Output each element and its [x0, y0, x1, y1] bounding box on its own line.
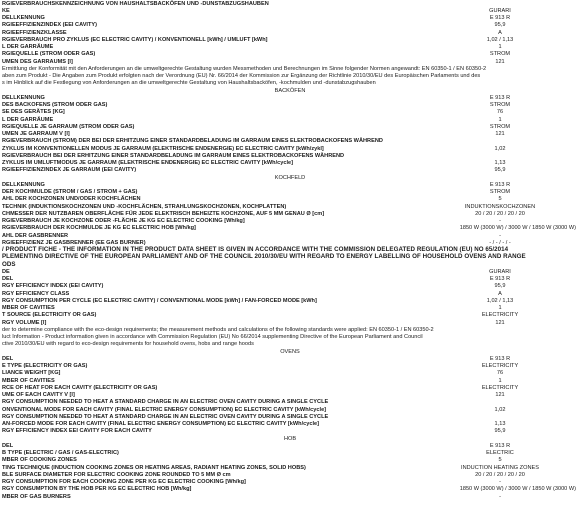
row-value: 95,9 [494, 283, 506, 290]
row-value: E 913 R [489, 15, 511, 22]
row-label: ZYKLUS IM UMLUFTMODUS JE GARRAUM (ELEKTRISCHE ENDENERGIE) EC ELECTRIC CAVITY [kWh/cycle] [2, 160, 293, 167]
row-value: ELECTRICITY [481, 363, 519, 370]
row-label: RGIEEFFIZIENZINDEX (EEI CAVITY) [2, 22, 97, 29]
row-label: ONVENTIONAL MODE FOR EACH CAVITY (FINAL ELECTRIC ENERGY CONSUMPTION) EC ELECTRIC CAVITY [kWh/cycle] [2, 406, 327, 413]
row-label: T SOURCE (ELECTRICITY OR GAS) [2, 312, 97, 319]
row-value: 121 [495, 131, 505, 138]
row-value: 121 [495, 392, 505, 399]
row-label: RGIEQUELLE (STROM ODER GAS) [2, 51, 96, 58]
row-label: AN-FORCED MODE FOR EACH CAVITY (FINAL ELECTRIC ENERGY CONSUMPTION) EC ELECTRIC CAVITY [kWh/cycle] [2, 421, 319, 428]
row-label: DEL [2, 442, 14, 449]
row-value: 1,02 [494, 406, 506, 413]
row-value: E 913 R [489, 276, 511, 283]
row-label: BLE SURFACE DIAMETER FOR ELECTRIC COOKING ZONE ROUNDED TO 5 MM Ø cm [2, 471, 231, 478]
row-label: HOB [283, 435, 297, 442]
row-label: DEL [2, 276, 14, 283]
row-label: BACKÖFEN [274, 87, 306, 94]
row-value: 1,02 / 1,13 [486, 36, 514, 43]
row-label: RGY CONSUMPTION NEEDED TO HEAT A STANDARD CHARGE IN AN ELECTRIC OVEN CAVITY DURING A SINGLE CYCLE [2, 399, 329, 406]
row-label: MBER OF COOKING ZONES [2, 457, 77, 464]
row-value: STROM [489, 189, 511, 196]
row-label: OVENS [280, 348, 300, 355]
row-value: 20 / 20 / 20 / 20 / 20 [475, 471, 525, 478]
row-value: 95,9 [494, 167, 506, 174]
row-label: der to determine compliance with the eco-design requirements; the measurement methods and calculations of the following standards were applied: EN 60350-1 / EN 60350-2 [2, 326, 434, 333]
row-value: A [498, 29, 502, 36]
row-label: UME OF EACH CAVITY V [l] [2, 392, 75, 399]
row-label: DELLKENNUNG [2, 15, 45, 22]
row-value: 1,02 / 1,13 [486, 297, 514, 304]
row-label: RGIEVERBRAUCH PRO ZYKLUS (EC ELECTRIC CAVITY) / KONVENTIONELL [kWh] / UMLUFT [kWh] [2, 36, 268, 43]
row-label: ZYKLUS IM KONVENTIONELLEN MODUS JE GARRAUM (ELEKTRISCHE ENDENERGIE) EC ELECTRIC CAVITY [kWh/zykl] [2, 145, 324, 152]
row-label: RGY CONSUMPTION BY THE HOB PER KG EC ELECTRIC HOB [Wh/kg] [2, 486, 192, 493]
row-label: s im Hinblick auf die Festlegung von Anforderungen an die umweltgerechte Gestaltung von Haushaltsbacköfen, -kochmulden und -dunstabzugshauben [2, 80, 376, 87]
row-value: 1850 W (3000 W) / 3000 W / 1850 W (3000 W) [459, 225, 576, 232]
row-label: luct Information - Product information given in accordance with Commission Regulation (EU) No 66/2014 supplementing Directive of the European Parliament and Council [2, 334, 423, 341]
row-value: 20 / 20 / 20 / 20 / 20 [475, 210, 525, 217]
row-label: RGY EFFICIENCY INDEX (EEI CAVITY) [2, 283, 104, 290]
row-value: 95,9 [494, 22, 506, 29]
row-value: STROM [489, 123, 511, 130]
row-value: E 913 R [489, 355, 511, 362]
row-value: - [499, 232, 501, 239]
row-value: 76 [496, 109, 504, 116]
row-label: aben zum Produkt - Die Angaben zum Produkt erfolgten nach der Verordnung (EU) Nr. 66/2014 der Kommission zur Ergänzung der Richtlinie 2010/30/EU des Europäischen Parlaments und des [2, 73, 481, 80]
row-label: RGIEEFFIZIENZINDEX JE GARRAUM (EEI CAVITY) [2, 167, 137, 174]
row-label: LIANCE WEIGHT [KG] [2, 370, 61, 377]
row-value: 1 [498, 116, 502, 123]
row-label: RCE OF HEAT FOR EACH CAVITY (ELECTRICITY OR GAS) [2, 384, 158, 391]
row-label: MBER OF CAVITIES [2, 377, 55, 384]
row-label: Ermittlung der Konformität mit den Anforderungen an die umweltgerechte Gestaltung wurden Messmethoden und Berechnungen im Sinne folgender Normen angewandt: EN 60350-1 / EN 60350-2 [2, 65, 487, 72]
row-value: 121 [495, 58, 505, 65]
row-label: KOCHFELD [274, 174, 306, 181]
row-value: GURARI [489, 7, 511, 14]
row-value: 1850 W (3000 W) / 3000 W / 1850 W (3000 W) [459, 486, 576, 493]
row-label: UMEN DES GARRAUMS [l] [2, 58, 73, 65]
row-label: RGIEVERBRAUCH DER KOCHMULDE JE KG EC ELECTRIC HOB [Wh/kg] [2, 225, 196, 232]
row-label: AHL DER GASBRENNER [2, 232, 69, 239]
row-label: RGIEVERBRAUCHSKENNZEICHNUNG VON HAUSHALTSBACKÖFEN UND -DUNSTABZUGSHAUBEN [2, 0, 269, 7]
row-label: DEL [2, 355, 14, 362]
row-label: DES BACKOFENS (STROM ODER GAS) [2, 102, 108, 109]
row-label: UMEN JE GARRAUM V [l] [2, 131, 70, 138]
row-label: TING TECHNIQUE (INDUCTION COOKING ZONES OR HEATING AREAS, RADIANT HEATING ZONES, SOLID HOBS) [2, 464, 306, 471]
row-label: E TYPE (ELECTRICITY OR GAS) [2, 363, 88, 370]
row-value: - / - / - / - [489, 239, 511, 246]
row-label: L DER GARRÄUME [2, 116, 54, 123]
row-value: 76 [496, 370, 504, 377]
row-value: - [499, 493, 501, 500]
row-label: RGY CONSUMPTION PER CYCLE (EC ELECTRIC CAVITY) / CONVENTIONAL MODE [kWh] / FAN-FORCED MODE [kWh] [2, 297, 317, 304]
row-label: RGY EFFICIENCY CLASS [2, 290, 70, 297]
row-value: 1 [498, 377, 502, 384]
row-label: CHMESSER DER NUTZBAREN OBERFLÄCHE FÜR JEDE ELEKTRISCH BEHEIZTE KOCHZONE, AUF 5 MM GENAU Ø [cm] [2, 210, 325, 217]
row-value: ELECTRICITY [481, 384, 519, 391]
row-label: MBER OF GAS BURNERS [2, 493, 71, 500]
row-label: KE [2, 7, 10, 14]
row-label: RGY CONSUMPTION FOR EACH COOKING ZONE PER KG EC ELECTRIC COOKING [Wh/kg] [2, 479, 246, 486]
row-value: E 913 R [489, 94, 511, 101]
row-value: 1,13 [494, 160, 506, 167]
row-value: 1,13 [494, 421, 506, 428]
row-label: RGIEVERBRAUCH JE KOCHZONE ODER -FLÄCHE JE KG EC ELECTRIC COOKING [Wh/kg] [2, 218, 245, 225]
row-label: RGIEEFFIZIENZ JE GASBRENNER (EE GAS BURNER) [2, 239, 146, 246]
row-label: RGIEQUELLE JE GARRAUM (STROM ODER GAS) [2, 123, 135, 130]
row-label: DER KOCHMULDE (STROM / GAS / STROM + GAS) [2, 189, 138, 196]
data-row [0, 492, 580, 502]
row-label: RGY CONSUMPTION NEEDED TO HEAT A STANDARD CHARGE IN AN ELECTRIC OVEN CAVITY DURING A SINGLE CYCLE [2, 413, 329, 420]
row-label: RGY VOLUME [l] [2, 319, 47, 326]
row-value: 121 [495, 319, 505, 326]
row-label: ODS [2, 260, 16, 268]
row-label: DELLKENNUNG [2, 181, 45, 188]
row-value: INDUCTION HEATING ZONES [461, 464, 539, 471]
row-label: TECHNIK (INDUKTIONSKOCHZONEN UND -KOCHFLÄCHEN, STRAHLUNGSKOCHZONEN, KOCHPLATTEN) [2, 203, 287, 210]
row-value: INDUKTIONSKOCHZONEN [464, 203, 536, 210]
row-value: 1 [498, 44, 502, 51]
row-value: GURARI [489, 268, 511, 275]
row-label: ctive 2010/30/EU with regard to eco-design requirements for household ovens, hobs and range hoods [2, 341, 254, 348]
row-value: E 913 R [489, 181, 511, 188]
row-value: ELECTRIC [486, 450, 514, 457]
row-label: MBER OF CAVITIES [2, 305, 55, 312]
row-label: SE DES GERÄTES [KG] [2, 109, 65, 116]
row-value: STROM [489, 102, 511, 109]
row-label: AHL DER KOCHZONEN UND/ODER KOCHFLÄCHEN [2, 196, 141, 203]
row-label: DELLKENNUNG [2, 94, 45, 101]
row-value: STROM [489, 51, 511, 58]
row-value: - [499, 218, 501, 225]
row-label: RGIEVERBRAUCH (STROM) DER BEI DER ERHITZUNG EINER STANDARDBELADUNG IM GARRAUM EINES ELEKTROBACKOFENS WÄHREND [2, 138, 383, 145]
row-value: ELECTRICITY [481, 312, 519, 319]
row-value: 5 [498, 457, 502, 464]
row-label: / PRODUCT FICHE - THE INFORMATION IN THE PRODUCT DATA SHEET IS GIVEN IN ACCORDANCE WITH THE COMMISSION DELEGATED REGULATION (EU) NO 65/2014 [2, 246, 509, 254]
row-label: RGIEVERBRAUCH BEI DER ERHITZUNG EINER STANDARDBELADUNG IM GARRAUM EINES ELEKTROBACKOFENS WÄHREND [2, 152, 345, 159]
row-value: A [498, 290, 502, 297]
row-value: 1,02 [494, 145, 506, 152]
row-value: - [499, 479, 501, 486]
row-value: 95,9 [494, 428, 506, 435]
row-value: E 913 R [489, 442, 511, 449]
row-label: B TYPE (ELECTRIC / GAS / GAS-ELECTRIC) [2, 450, 119, 457]
row-label: RGY EFFICIENCY INDEX EEI CAVITY FOR EACH CAVITY [2, 428, 152, 435]
row-value: 5 [498, 196, 502, 203]
row-label: DE [2, 268, 10, 275]
row-label: PLEMENTING DIRECTIVE OF THE EUROPEAN PARLIAMENT AND OF THE COUNCIL 2010/30/EU WITH REGARD TO ENERGY LABELLING OF HOUSEHOLD OVENS AND RANGE [2, 253, 526, 261]
row-value: 1 [498, 305, 502, 312]
row-label: RGIEEFFIZIENZKLASSE [2, 29, 67, 36]
row-label: L DER GARRÄUME [2, 44, 54, 51]
